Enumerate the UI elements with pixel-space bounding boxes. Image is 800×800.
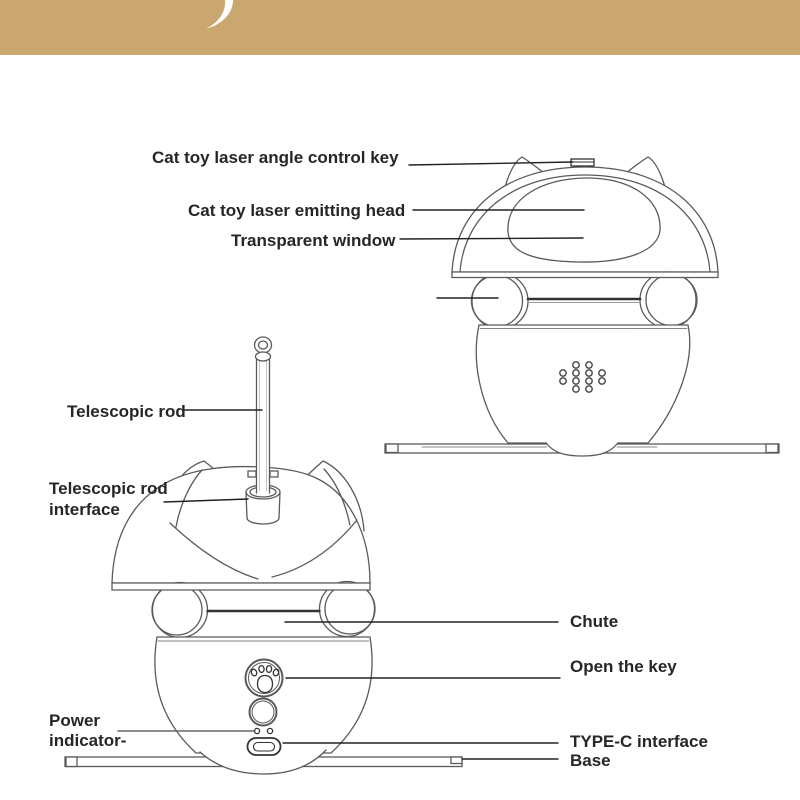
top-banner — [0, 0, 800, 55]
body-shell — [155, 637, 372, 753]
rod-bracket-right — [270, 471, 278, 477]
head-band — [112, 583, 370, 590]
rod-tip-ring-icon — [255, 337, 272, 353]
label-angle-control-key: Cat toy laser angle control key — [152, 148, 399, 167]
telescopic-rod-part — [255, 337, 272, 493]
label-telescopic-rod-interface: Telescopic rod interface — [49, 479, 168, 519]
label-transparent-window: Transparent window — [231, 231, 396, 250]
label-power-indicator: Power indicator- — [49, 711, 127, 750]
rod-bracket-left — [248, 471, 256, 477]
label-type-c-interface: TYPE-C interface — [570, 732, 708, 751]
head-band — [452, 272, 718, 278]
label-chute: Chute — [570, 612, 619, 631]
body-shell — [476, 325, 689, 443]
label-telescopic-rod: Telescopic rod — [67, 402, 186, 421]
angle-control-key-button — [571, 159, 594, 166]
label-base: Base — [570, 751, 611, 770]
label-emitting-head: Cat toy laser emitting head — [188, 201, 406, 220]
banner-curve-icon — [190, 0, 240, 30]
type-c-port — [248, 738, 281, 755]
label-open-the-key: Open the key — [570, 657, 677, 676]
